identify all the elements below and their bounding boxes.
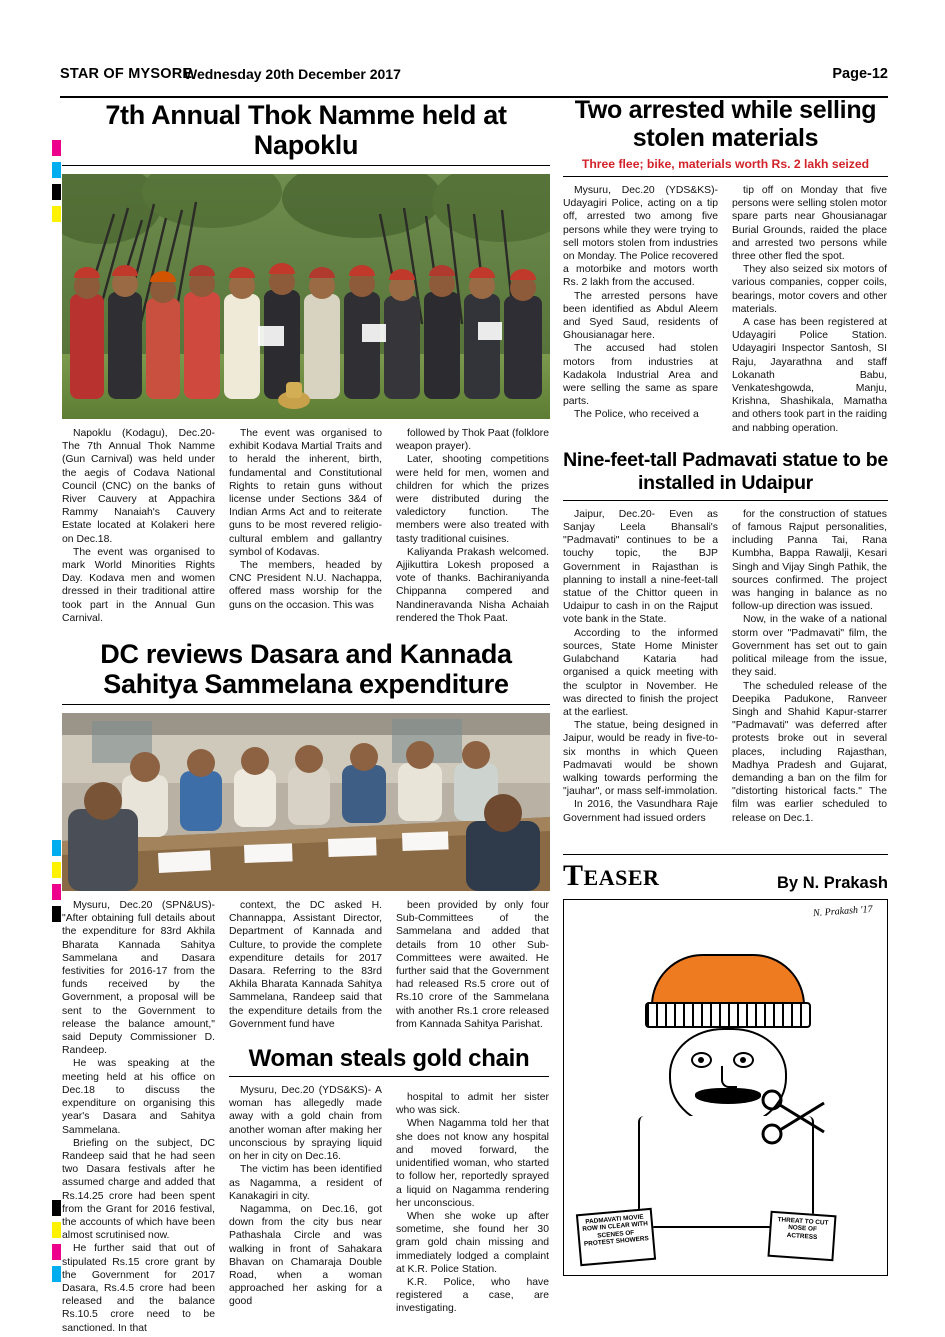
article-arrest-body [563, 184, 888, 435]
padmavati-col-2 [732, 508, 887, 825]
scissors-icon [760, 1088, 830, 1148]
padmavati-para-7: The scheduled release of the Deepika Padukone, Ranveer Singh and Shahid Kapur-starrer "Padmavati" was deferred after protests broke out in several places, including Rajasthan, Madhya Pradesh and Gujarat, demanding a ban on the film for "distorting historical facts." The film was earlier scheduled to release on Dec.1. [732, 680, 887, 824]
cartoonist-signature: N. Prakash '17 [813, 903, 874, 920]
registration-marks-middle [52, 840, 61, 928]
registration-marks-bottom [52, 1200, 61, 1288]
padmavati-para-5: for the construction of statues of famous Rajput personalities, including Panna Tai, Rana Kumbha, Bappa Rawalji, Kesari Singh and Vijay Singh Pathik, the sources confirmed. The project was hanging in balance as no follow-up direction was issued. [732, 508, 887, 613]
photo-thok-namme [62, 174, 550, 419]
thok-para-3: The event was organised to exhibit Kodava Martial Traits and to herald the inherent, birth, fundamental and Constitutional Rights to retain guns without license under Sections 3&4 of Indian Arms Act and to reiterate guns to be most revered religio-cultural emblem and gallantry symbol of Kodavas. [229, 428, 382, 558]
teaser-title-rest: EASER [583, 865, 660, 890]
arrest-col-2 [732, 184, 887, 435]
article-padmavati-body [563, 508, 888, 825]
arrest-para-3: The accused had stolen motors from industries at Kadakola Industrial Area and were selling the same as spare parts. [563, 343, 718, 408]
headline-woman-gold-chain: Woman steals gold chain [248, 1045, 530, 1073]
photo-thok-namme-graphic [62, 174, 550, 419]
article-thok-body [62, 427, 550, 625]
nose-icon [721, 1066, 737, 1088]
woman-para-6: When she woke up after sometime, she found her 30 gram gold chain missing and immediately lodged a complaint at K.R. Police Station. [396, 1210, 549, 1275]
eye-left-icon [691, 1052, 712, 1068]
woman-para-1: Mysuru, Dec.20 (YDS&KS)- A woman has allegedly made away with a gold chain from another woman after making her unconscious by spraying liquid on her in city on Dec.16. [229, 1085, 382, 1163]
thok-para-1: Napoklu (Kodagu), Dec.20- The 7th Annual Thok Namme (Gun Carnival) was held under the aegis of Codava National Council (CNC) on the banks of River Cauvery at Appachira Rammy Nanaiah's Cauvery Estate located at Kolakeri here on Dec.18. [62, 428, 215, 545]
teaser-byline: By N. Prakash [777, 874, 888, 892]
teaser-cartoon [563, 899, 888, 1276]
headline-two-arrested: Two arrested while selling stolen materials [574, 96, 877, 152]
subhead-two-arrested: Three flee; bike, materials worth Rs. 2 lakh seized [581, 157, 870, 171]
arrest-para-4: The Police, who received a [574, 409, 699, 421]
headline-padmavati-statue: Nine-feet-tall Padmavati statue to be installed in Udaipur [563, 448, 888, 494]
headline-thok-namme: 7th Annual Thok Namme held at Napoklu [105, 100, 507, 160]
dc-para-4: He further said that out of stipulated Rs.15 crore grant by the Government for 2017 Dasara, Rs.4.5 crore had been released and the balance Rs.10.5 crore need to be sanctioned. In that [62, 1243, 215, 1334]
padmavati-para-6: Now, in the wake of a national storm over "Padmavati" film, the Government has set out to gain political mileage from the issue, they said. [732, 614, 887, 679]
thok-col-2 [229, 427, 382, 625]
headline-rule [62, 165, 550, 166]
padmavati-para-2: According to the informed sources, State Home Minister Gulabchand Kataria had organised a quick meeting with the sculptor in November. He was directed to finish the project at the earliest. [563, 627, 718, 718]
moustache-icon [695, 1088, 761, 1104]
padmavati-para-4: In 2016, the Vasundhara Raje Government had issued orders [563, 799, 718, 824]
headline-dc-review: DC reviews Dasara and Kannada Sahitya Sammelana expenditure [100, 639, 512, 700]
page-number: Page-12 [832, 66, 888, 82]
placard-right: THREAT TO CUT NOSE OF ACTRESS [767, 1211, 836, 1261]
masthead [60, 62, 888, 98]
thok-para-5: followed by Thok Paat (folklore weapon prayer). [396, 428, 549, 453]
dc-col-3-text [396, 899, 549, 1031]
dc-col-3 [396, 899, 549, 1335]
padmavati-para-3: The statue, being designed in Jaipur, would be ready in five-to-six months in which Queen Padmavati would be shown walking towards performing the "jauhar", or mass self-immolation. [563, 720, 718, 798]
placard-left: PADMAVATI MOVIE ROW IN CLEAR WITH SCENES OF PROTEST SHOWERS [576, 1208, 656, 1266]
dc-para-1: Mysuru, Dec.20 (SPN&US)- "After obtaining full details about the expenditure for 83rd Akhila Bharata Kannada Sahitya Sammelana and Dasara festivities for 2016-17 from the funds received by the Government, a proposal will be sent to the Government to release the balance amount," said Deputy Commissioner D. Randeep. [62, 900, 215, 1057]
woman-para-2: The victim has been identified as Nagamma, a resident of Kanakagiri in city. [229, 1164, 382, 1202]
teaser-title-initial: T [563, 859, 584, 892]
woman-col-1 [229, 1084, 382, 1308]
dc-para-3: Briefing on the subject, DC Randeep said that he had seen two Dasara festivals after he assumed charge and added that Rs.14.25 crore had been spent from the Grant for 2016 festival, the accounts of which have been almost scrutinised now. [62, 1137, 215, 1242]
spacer-headline [396, 1031, 549, 1084]
turban-icon [651, 954, 805, 1014]
arrest-para-7: A case has been registered at Udayagiri Police Station. Udayagiri Inspector Santosh, SI Raju, Jayarathna and staff Lokanath Babu, Venkateshgowda, Manju, Krishna, Shashikala, Mamatha and others took part in the raiding and nabbing operation. [732, 317, 887, 434]
arrest-col-1 [563, 184, 718, 435]
arrest-para-2: The arrested persons have been identified as Abdul Aleem and Syed Saud, residents of Ghousianagar here. [563, 290, 718, 342]
arrest-para-1: Mysuru, Dec.20 (YDS&KS)- Udayagiri Police, acting on a tip off, arrested two among five persons while they were trying to sell motors stolen from industries on Monday. The Police recovered a motorbike and motors worth Rs. 2 lakh from the accused. [563, 185, 718, 289]
teaser-section [563, 854, 888, 1274]
arrest-para-6: They also seized six motors of various companies, copper coils, bearings, motor covers and other materials. [732, 264, 887, 315]
woman-para-4: hospital to admit her sister who was sick. [396, 1092, 549, 1117]
woman-para-7: K.R. Police, who have registered a case, are investigating. [396, 1276, 549, 1315]
issue-date: Wednesday 20th December 2017 [184, 66, 401, 82]
headline-rule-4 [563, 176, 888, 177]
registration-marks-top [52, 140, 61, 228]
thok-para-2: The event was organised to mark World Minorities Rights Day. Kodava men and women dressed in their traditional attire took part in the Annual Gun Carnival. [62, 546, 215, 624]
arrest-para-5: tip off on Monday that five persons were selling stolen motor spare parts near Ghousianagar Burial Grounds, raided the place and arrested two persons while three other fled the spot. [732, 185, 887, 263]
thok-col-3 [396, 427, 549, 625]
thok-para-7: Kaliyanda Prakash welcomed. Ajjikuttira Lokesh proposed a vote of thanks. Bachiraniyanda Chippanna compered and Nandineravanda Nisha Achaiah rendered the Thok Paat. [396, 546, 549, 624]
teaser-title [563, 859, 659, 893]
woman-para-5: When Nagamma told her that she does not know any hospital and moved forward, the unidentified woman, who started to follow her, reportedly sprayed a liquid on Nagamma rendering her unconscious. [396, 1118, 549, 1209]
dc-para-5: context, the DC asked H. Channappa, Assistant Director, Department of Kannada and Culture, to provide the complete expenditure details for 2017 Dasara. Referring to the 83rd Akhila Bharata Kannada Sahitya Sammelana, Randeep said that the expenditure details from the Government fund have [229, 900, 382, 1030]
cartoon-head [651, 954, 801, 1014]
padmavati-col-1 [563, 508, 718, 825]
headline-rule-5 [563, 500, 888, 501]
headline-rule-2 [62, 704, 550, 705]
dc-col-1 [62, 899, 215, 1335]
photo-dc-meeting [62, 713, 550, 891]
dc-para-6: been provided by only four Sub-Committees of the Sammelana and added that details from 10 other Sub-Committees were awaited. He further said that the Government had released Rs.5 crore out of Rs.10 crore of the Sammelana with another Rs.1 crore released from Kannada Sahitya Parishat. [396, 900, 549, 1030]
dc-para-2: He was speaking at the meeting held at his office on Dec.18 to discuss the expenditure on organising this year's Dasara and Sahitya Sammelana. [62, 1058, 215, 1136]
article-dc-body [62, 899, 550, 1335]
woman-col-2 [396, 1091, 549, 1315]
thok-col-1 [62, 427, 215, 625]
paper-name: STAR OF MYSORE [60, 66, 193, 82]
thok-para-4: The members, headed by CNC President N.U. Nachappa, offered mass worship for the guns on the occasion. This was [229, 560, 382, 611]
dc-col-2-text [229, 899, 382, 1031]
left-column-block [62, 100, 550, 1335]
thok-para-6: Later, shooting competitions were held for men, women and children for which the prizes were distributed during the valedictory function. The members were also treated with tasty traditional cuisines. [396, 454, 549, 545]
padmavati-para-1: Jaipur, Dec.20- Even as Sanjay Leela Bhansali's "Padmavati" continues to be a touchy topic, the BJP Government in Rajasthan is planning to install a nine-feet-tall statue of the Chittor queen in Udaipur to cash in on the Rajput vote bank in the State. [563, 508, 718, 626]
photo-dc-meeting-graphic [62, 713, 550, 891]
right-column-block [563, 96, 888, 825]
woman-para-3: Nagamma, on Dec.16, got down from the city bus near Pathashala Circle and was walking in front of Sahakara Bhavan on Chamaraja Double Road, when a woman approached her asking for a good [229, 1203, 382, 1308]
